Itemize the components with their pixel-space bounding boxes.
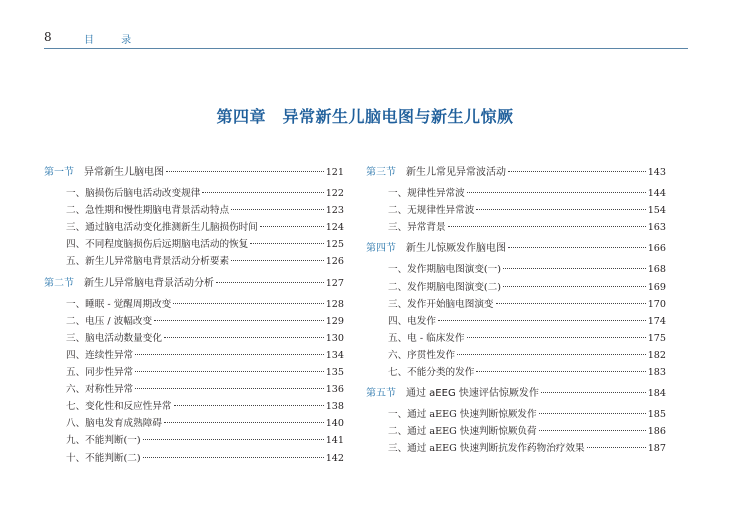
toc-page-number: 122 — [325, 188, 344, 200]
toc-item-entry — [366, 187, 666, 204]
toc-page-number: 169 — [647, 281, 666, 293]
toc-item-entry — [44, 255, 344, 272]
dot-leader — [231, 260, 324, 261]
toc-section-entry — [44, 166, 344, 183]
toc-item-text: 三、发作开始脑电图演变 — [388, 298, 494, 310]
toc-item-entry — [366, 281, 666, 298]
toc-item-text: 五、电 - 临床发作 — [388, 332, 465, 344]
dot-leader — [503, 286, 646, 287]
toc-item-text: 一、睡眠 - 觉醒周期改变 — [66, 298, 172, 310]
toc-section-entry — [366, 242, 666, 259]
toc-page-number: 185 — [647, 409, 666, 421]
dot-leader — [154, 320, 324, 321]
toc-section-entry — [366, 166, 666, 183]
dot-leader — [260, 226, 324, 227]
toc-item-entry — [366, 349, 666, 366]
toc-item-text: 一、脑损伤后脑电活动改变规律 — [66, 188, 201, 200]
section-number: 第五节 — [366, 388, 396, 400]
dot-leader — [231, 209, 324, 210]
dot-leader — [503, 268, 646, 269]
page-number: 8 — [44, 30, 52, 44]
toc-page-number: 140 — [325, 418, 344, 430]
dot-leader — [438, 320, 646, 321]
toc-item-text: 五、新生儿异常脑电背景活动分析要素 — [66, 256, 230, 268]
section-title: 新生儿常见异常波活动 — [406, 167, 506, 178]
toc-item-entry — [366, 332, 666, 349]
toc-page-number: 136 — [325, 384, 344, 396]
toc-item-text: 五、同步性异常 — [66, 367, 134, 379]
toc-item-text: 二、无规律性异常波 — [388, 205, 475, 217]
toc-item-entry — [44, 434, 344, 451]
toc-item-entry — [366, 366, 666, 383]
toc-item-text: 六、对称性异常 — [66, 384, 134, 396]
toc-page-number: 154 — [647, 205, 666, 217]
toc-item-text: 四、不同程度脑损伤后远期脑电活动的恢复 — [66, 239, 249, 251]
toc-item-entry — [366, 408, 666, 425]
toc-page-number: 141 — [325, 435, 344, 447]
toc-section-entry — [366, 387, 666, 404]
dot-leader — [467, 192, 646, 193]
toc-page-number: 168 — [647, 264, 666, 276]
dot-leader — [541, 392, 646, 393]
toc-item-text: 三、脑电活动数量变化 — [66, 332, 162, 344]
toc-page-number: 127 — [325, 277, 344, 289]
page-header — [44, 30, 688, 49]
section-number: 第四节 — [366, 243, 396, 255]
toc-item-text: 四、电发作 — [388, 315, 436, 327]
dot-leader — [587, 447, 646, 448]
toc-item-entry — [44, 238, 344, 255]
toc-item-text: 一、通过 aEEG 快速判断惊厥发作 — [388, 409, 537, 421]
header-title: 目 录 — [84, 35, 144, 46]
dot-leader — [448, 226, 646, 227]
toc-page-number: 123 — [325, 205, 344, 217]
toc-item-entry — [366, 315, 666, 332]
dot-leader — [164, 422, 324, 423]
toc-page-number: 143 — [647, 167, 666, 178]
toc-item-entry — [366, 442, 666, 459]
toc-item-entry — [366, 425, 666, 442]
toc-item-entry — [366, 204, 666, 221]
toc-item-entry — [44, 332, 344, 349]
toc-item-text: 六、序贯性发作 — [388, 349, 456, 361]
chapter-title: 第四章 异常新生儿脑电图与新生儿惊厥 — [216, 107, 514, 126]
dot-leader — [174, 405, 324, 406]
dot-leader — [457, 354, 646, 355]
dot-leader — [216, 282, 324, 283]
toc-item-text: 二、通过 aEEG 快速判断惊厥负荷 — [388, 426, 537, 438]
toc-page-number: 166 — [647, 243, 666, 255]
toc-item-text: 三、异常背景 — [388, 222, 446, 234]
dot-leader — [467, 337, 646, 338]
dot-leader — [143, 439, 324, 440]
dot-leader — [135, 371, 324, 372]
toc-item-entry — [44, 298, 344, 315]
toc-item-text: 八、脑电发育成熟障碍 — [66, 418, 162, 430]
dot-leader — [250, 243, 323, 244]
toc-item-entry — [44, 315, 344, 332]
toc-item-entry — [44, 187, 344, 204]
toc-item-text: 七、变化性和反应性异常 — [66, 401, 172, 413]
toc-item-entry — [366, 263, 666, 280]
dot-leader — [166, 171, 324, 172]
toc-item-entry — [44, 400, 344, 417]
toc-page-number: 124 — [325, 222, 344, 234]
dot-leader — [539, 413, 646, 414]
toc-item-text: 二、电压 / 波幅改变 — [66, 315, 153, 327]
toc-section-entry — [44, 277, 344, 294]
dot-leader — [164, 337, 324, 338]
toc-item-entry — [44, 452, 344, 469]
toc-item-text: 四、连续性异常 — [66, 349, 134, 361]
dot-leader — [202, 192, 323, 193]
dot-leader — [508, 247, 646, 248]
toc-left-column — [44, 162, 344, 469]
toc-item-entry — [44, 383, 344, 400]
toc-page-number: 184 — [647, 388, 666, 400]
toc-item-text: 一、规律性异常波 — [388, 188, 465, 200]
toc-page-number: 121 — [325, 167, 344, 178]
toc-page-number: 142 — [325, 452, 344, 464]
toc-item-text: 九、不能判断(一) — [66, 435, 141, 447]
toc-page-number: 183 — [647, 367, 666, 379]
toc-page-number: 144 — [647, 188, 666, 200]
dot-leader — [496, 303, 646, 304]
toc-page-number: 174 — [647, 315, 666, 327]
toc-item-entry — [44, 349, 344, 366]
toc-item-text: 七、不能分类的发作 — [388, 367, 475, 379]
toc-page-number: 130 — [325, 332, 344, 344]
dot-leader — [476, 209, 645, 210]
toc-page-number: 125 — [325, 239, 344, 251]
toc-item-entry — [44, 417, 344, 434]
toc-item-entry — [44, 204, 344, 221]
toc-page-number: 135 — [325, 367, 344, 379]
toc-page-number: 128 — [325, 298, 344, 310]
toc-page-number: 138 — [325, 401, 344, 413]
dot-leader — [173, 303, 323, 304]
toc-item-entry — [44, 366, 344, 383]
section-title: 新生儿惊厥发作脑电图 — [406, 243, 506, 255]
toc-page-number: 129 — [325, 315, 344, 327]
dot-leader — [135, 354, 324, 355]
section-number: 第一节 — [44, 167, 74, 178]
dot-leader — [539, 430, 646, 431]
dot-leader — [135, 388, 324, 389]
toc-item-entry — [44, 221, 344, 238]
toc-item-text: 二、发作期脑电图演变(二) — [388, 281, 502, 293]
toc-item-text: 三、通过 aEEG 快速判断抗发作药物治疗效果 — [388, 443, 585, 455]
dot-leader — [476, 371, 645, 372]
section-title: 异常新生儿脑电图 — [84, 167, 164, 178]
section-title: 通过 aEEG 快速评估惊厥发作 — [406, 388, 539, 400]
toc-page-number: 163 — [647, 222, 666, 234]
dot-leader — [508, 171, 646, 172]
toc-right-column — [366, 162, 666, 460]
toc-page-number: 126 — [325, 256, 344, 268]
toc-page-number: 182 — [647, 349, 666, 361]
toc-page-number: 187 — [647, 443, 666, 455]
toc-item-entry — [366, 298, 666, 315]
toc-item-text: 二、急性期和慢性期脑电背景活动特点 — [66, 205, 230, 217]
toc-item-text: 一、发作期脑电图演变(一) — [388, 264, 502, 276]
toc-page-number: 186 — [647, 426, 666, 438]
toc-item-entry — [366, 221, 666, 238]
toc-page-number: 134 — [325, 349, 344, 361]
section-number: 第三节 — [366, 167, 396, 178]
toc-item-text: 三、通过脑电活动变化推测新生儿脑损伤时间 — [66, 222, 258, 234]
section-title: 新生儿异常脑电背景活动分析 — [84, 277, 214, 289]
toc-page-number: 175 — [647, 332, 666, 344]
dot-leader — [143, 457, 324, 458]
section-number: 第二节 — [44, 277, 74, 289]
toc-item-text: 十、不能判断(二) — [66, 452, 141, 464]
toc-page-number: 170 — [647, 298, 666, 310]
